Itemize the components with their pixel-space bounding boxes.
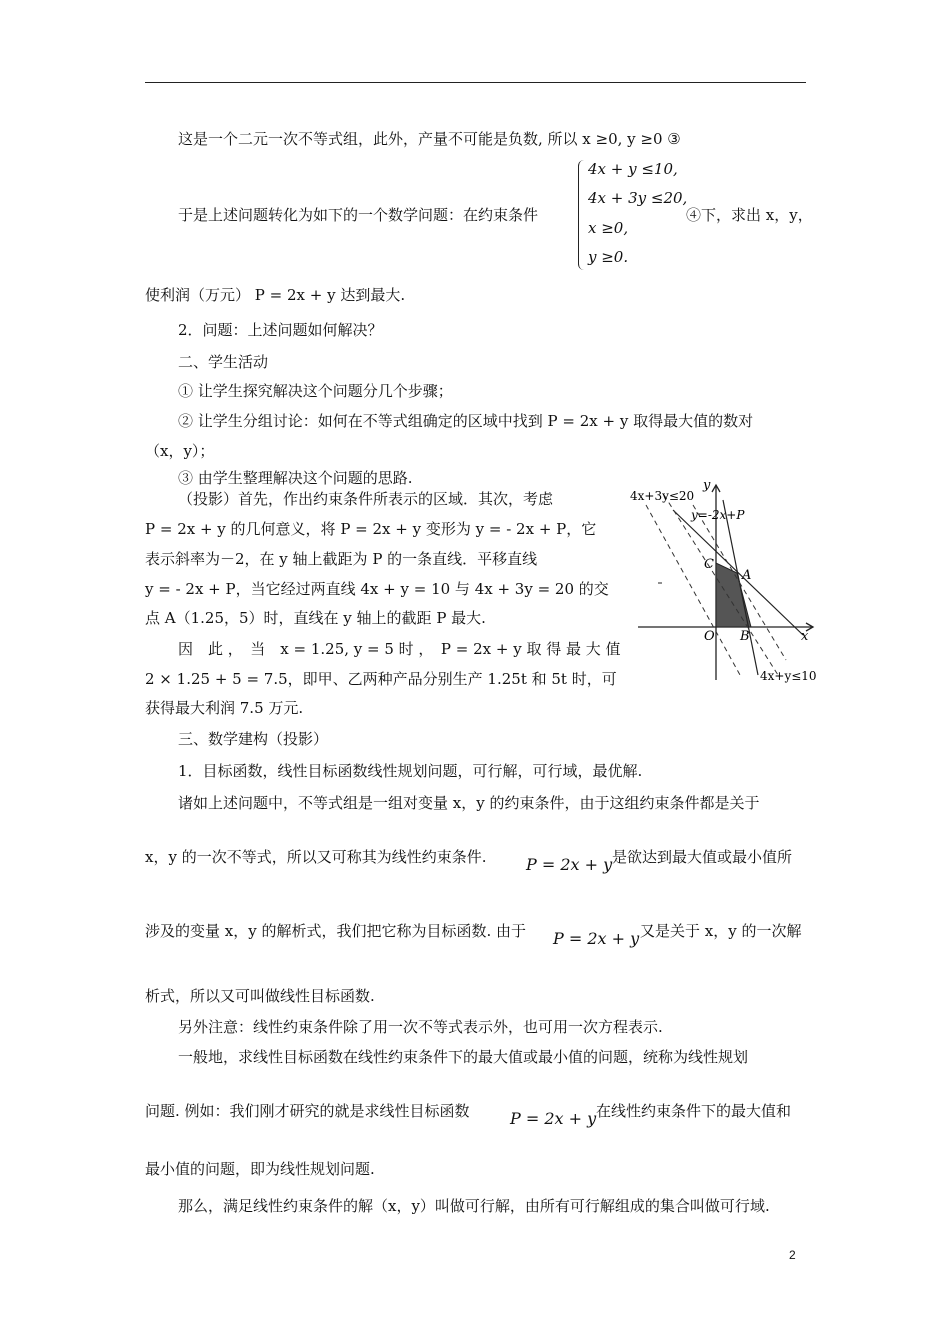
text-line-16: 2 × 1.25 + 5 = 7.5，即甲、乙两种产品分别生产 1.25t 和 5t 时，可	[145, 670, 617, 688]
text-line-15: 因 此 ， 当 x = 1.25, y = 5 时 ， P = 2x + y 取 得 最 大 值	[178, 640, 621, 658]
label-objective-line: y=-2x+P	[691, 508, 745, 522]
text-line-12: 表示斜率为－2，在 y 轴上截距为 P 的一条直线．平移直线	[145, 550, 538, 568]
text-line-18: 三、数学建构（投影）	[178, 730, 329, 748]
text-line-22b: 又是关于 x，y 的一次解	[640, 922, 802, 940]
text-line-25: 一般地，求线性目标函数在线性约束条件下的最大值或最小值的问题，统称为线性规划	[178, 1048, 749, 1066]
label-c: C	[704, 557, 714, 572]
text-line-21a: x，y 的一次不等式，所以又可称其为线性约束条件.	[145, 848, 487, 866]
text-line-6: ① 让学生探究解决这个问题分几个步骤；	[178, 382, 453, 400]
text-line-4: 2．问题：上述问题如何解决？	[178, 321, 383, 339]
system-brace	[578, 160, 585, 270]
text-line-21b: 是欲达到最大值或最小值所	[612, 848, 793, 866]
label-4xy: 4x+y≤10	[760, 669, 817, 683]
label-4x3y: 4x+3y≤20	[630, 489, 695, 503]
text-line-5: 二、学生活动	[178, 353, 269, 371]
text-line-28: 那么，满足线性约束条件的解（x，y）叫做可行解，由所有可行解组成的集合叫做可行域.	[178, 1197, 770, 1215]
formula-objective-3: P = 2x + y	[510, 1109, 597, 1128]
label-o: O	[704, 629, 715, 644]
text-line-2a: 于是上述问题转化为如下的一个数学问题：在约束条件	[178, 206, 539, 224]
system-row-4: y ≥0.	[588, 248, 629, 266]
formula-objective-2: P = 2x + y	[553, 929, 640, 948]
label-b: B	[740, 629, 750, 644]
text-line-1: 这是一个二元一次不等式组，此外，产量不可能是负数, 所以 x ≥0, y ≥0 ③	[178, 130, 681, 148]
text-line-14: 点 A（1.25，5）时，直线在 y 轴上的截距 P 最大.	[145, 609, 486, 627]
system-row-2: 4x + 3y ≤20,	[588, 189, 688, 207]
text-line-3: 使利润（万元） P = 2x + y 达到最大.	[145, 286, 406, 304]
text-line-11: P = 2x + y 的几何意义，将 P = 2x + y 变形为 y = - 2x + P，它	[145, 520, 597, 538]
text-line-13: y = - 2x + P，当它经过两直线 4x + y = 10 与 4x + 3y = 20 的交	[145, 580, 609, 598]
text-line-23: 析式，所以又可叫做线性目标函数.	[145, 987, 375, 1005]
label-a: A	[742, 568, 752, 583]
system-row-1: 4x + y ≤10,	[588, 160, 678, 178]
system-row-3: x ≥0,	[588, 219, 629, 237]
text-line-10: （投影）首先，作出约束条件所表示的区域．其次，考虑	[178, 490, 554, 508]
text-line-19: 1．目标函数，线性目标函数线性规划问题，可行解，可行域，最优解.	[178, 762, 643, 780]
page-number: 2	[789, 1248, 796, 1262]
text-line-26b: 在线性约束条件下的最大值和	[596, 1102, 792, 1120]
text-line-27: 最小值的问题，即为线性规划问题.	[145, 1160, 375, 1178]
text-line-7: ② 让学生分组讨论：如何在不等式组确定的区域中找到 P = 2x + y 取得最大值的数对	[178, 412, 754, 430]
text-line-24: 另外注意：线性约束条件除了用一次不等式表示外，也可用一次方程表示.	[178, 1018, 663, 1036]
text-line-8: （x，y）；	[145, 442, 215, 460]
text-line-26a: 问题. 例如：我们刚才研究的就是求线性目标函数	[145, 1102, 470, 1120]
label-x-axis: x	[801, 629, 809, 644]
label-y-axis: y	[703, 478, 711, 493]
header-rule	[145, 82, 806, 83]
feasible-region-figure	[628, 475, 828, 690]
text-line-2b: ④下，求出 x，y，	[686, 206, 813, 224]
text-line-22a: 涉及的变量 x，y 的解析式，我们把它称为目标函数. 由于	[145, 922, 527, 940]
formula-objective-1: P = 2x + y	[526, 855, 613, 874]
text-line-20: 诸如上述问题中，不等式组是一组对变量 x，y 的约束条件，由于这组约束条件都是关于	[178, 794, 760, 812]
text-line-9: ③ 由学生整理解决这个问题的思路.	[178, 469, 413, 487]
text-line-17: 获得最大利润 7.5 万元.	[145, 699, 304, 717]
